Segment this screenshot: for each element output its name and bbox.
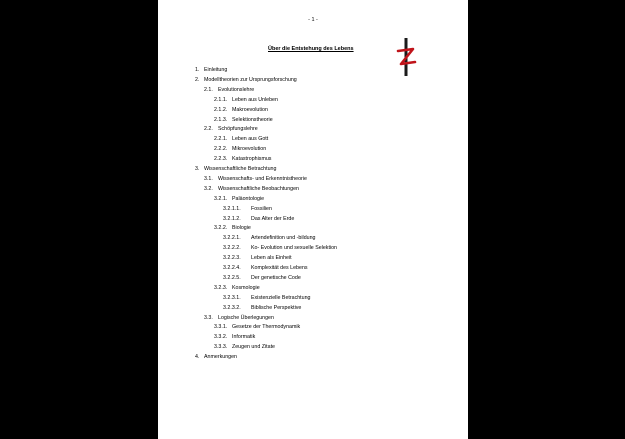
toc-entry-number: 2.1.2. — [214, 106, 228, 113]
toc-entry-label: Selektionstheorie — [232, 116, 273, 123]
toc-entry-label: Biblische Perspektive — [251, 304, 302, 311]
toc-entry-label: Schöpfungslehre — [218, 126, 258, 133]
toc-entry-number: 2.1.3. — [214, 116, 228, 123]
toc-entry-number: 3.2.2. — [214, 225, 228, 232]
table-of-contents — [158, 0, 468, 439]
toc-entry-label: Wissenschaftliche Betrachtung — [204, 166, 277, 172]
toc-entry-number: 2.2. — [204, 126, 213, 133]
toc-entry-label: Paläontologie — [232, 195, 265, 202]
document-page — [158, 0, 468, 439]
toc-entry-label: Makroevolution — [232, 106, 268, 113]
toc-entry-label: Modelltheorien zur Ursprungsforschung — [204, 76, 297, 83]
toc-entry-label: Logische Überlegungen — [218, 314, 274, 321]
toc-entry-label: Kosmologie — [232, 284, 260, 291]
toc-entry-number: 3.2.1. — [214, 195, 228, 202]
toc-entry-label: Ko- Evolution und sexuelle Selektion — [251, 245, 337, 252]
toc-entry-number: 2.2.3. — [214, 156, 228, 163]
toc-entry-number: 3.2.2.4. — [223, 265, 241, 271]
toc-entry-number: 3.2.2.3. — [223, 255, 241, 262]
toc-entry-label: Das Alter der Erde — [251, 215, 295, 222]
toc-entry-label: Komplexität des Lebens — [251, 265, 308, 271]
toc-entry-label: Leben aus Gott — [232, 136, 269, 143]
toc-entry-label: Evolutionslehre — [218, 86, 255, 93]
toc-entry-number: 2. — [195, 76, 200, 83]
toc-entry-number: 2.1.1. — [214, 96, 228, 103]
toc-entry-label: Katastrophismus — [232, 156, 272, 163]
toc-entry-label: Biologie — [232, 225, 251, 232]
toc-entry-number: 3.2.2.1. — [223, 235, 241, 242]
toc-entry-number: 3.2.1.2. — [223, 215, 241, 222]
toc-entry-label: Der genetische Code — [251, 274, 301, 281]
toc-entry-label: Zeugen und Zitate — [232, 344, 275, 351]
toc-entry-number: 3.3.2. — [214, 334, 228, 341]
toc-entry-number: 1. — [195, 67, 200, 73]
toc-entry-label: Wissenschafts- und Erkenntnistheorie — [218, 175, 307, 182]
page-number: - 1 - — [308, 17, 318, 23]
toc-entry-number: 2.1. — [204, 86, 213, 93]
toc-entry-number: 3.2.3.2. — [223, 304, 241, 311]
toc-entry-number: 4. — [195, 354, 200, 361]
toc-entry-label: Artendefinition und -bildung — [251, 235, 316, 242]
toc-entry-number: 3.2.2.5. — [223, 274, 241, 281]
toc-entry-number: 3.2.1.1. — [223, 205, 241, 212]
toc-entry-label: Einleitung — [204, 67, 228, 73]
page-title: Über die Entstehung des Lebens — [268, 46, 354, 52]
toc-entry-label: Informatik — [232, 334, 256, 341]
toc-entry-number: 3.2. — [204, 185, 213, 192]
toc-entry-number: 3.2.2.2. — [223, 245, 241, 252]
toc-entry-label: Mikroevolution — [232, 146, 267, 153]
toc-entry-label: Wissenschaftliche Beobachtungen — [218, 185, 299, 192]
toc-entry-number: 3. — [195, 166, 200, 172]
toc-entry-label: Fossilien — [251, 205, 272, 212]
toc-entry-number: 3.2.3.1. — [223, 294, 241, 301]
toc-entry-number: 2.2.2. — [214, 146, 228, 153]
toc-entry-label: Gesetze der Thermodynamik — [232, 324, 301, 331]
toc-entry-label: Leben als Einheit — [251, 255, 292, 262]
toc-entry-number: 3.3.3. — [214, 344, 228, 351]
toc-entry-label: Existenzielle Betrachtung — [251, 294, 311, 301]
toc-entry-number: 3.1. — [204, 175, 213, 182]
toc-entry-label: Leben aus Unleben — [232, 96, 278, 103]
toc-entry-number: 3.2.3. — [214, 284, 228, 291]
toc-entry-label: Anmerkungen — [204, 354, 237, 361]
toc-entry-number: 3.3.1. — [214, 324, 228, 331]
toc-entry-number: 3.3. — [204, 314, 213, 321]
toc-entry-number: 2.2.1. — [214, 136, 228, 143]
